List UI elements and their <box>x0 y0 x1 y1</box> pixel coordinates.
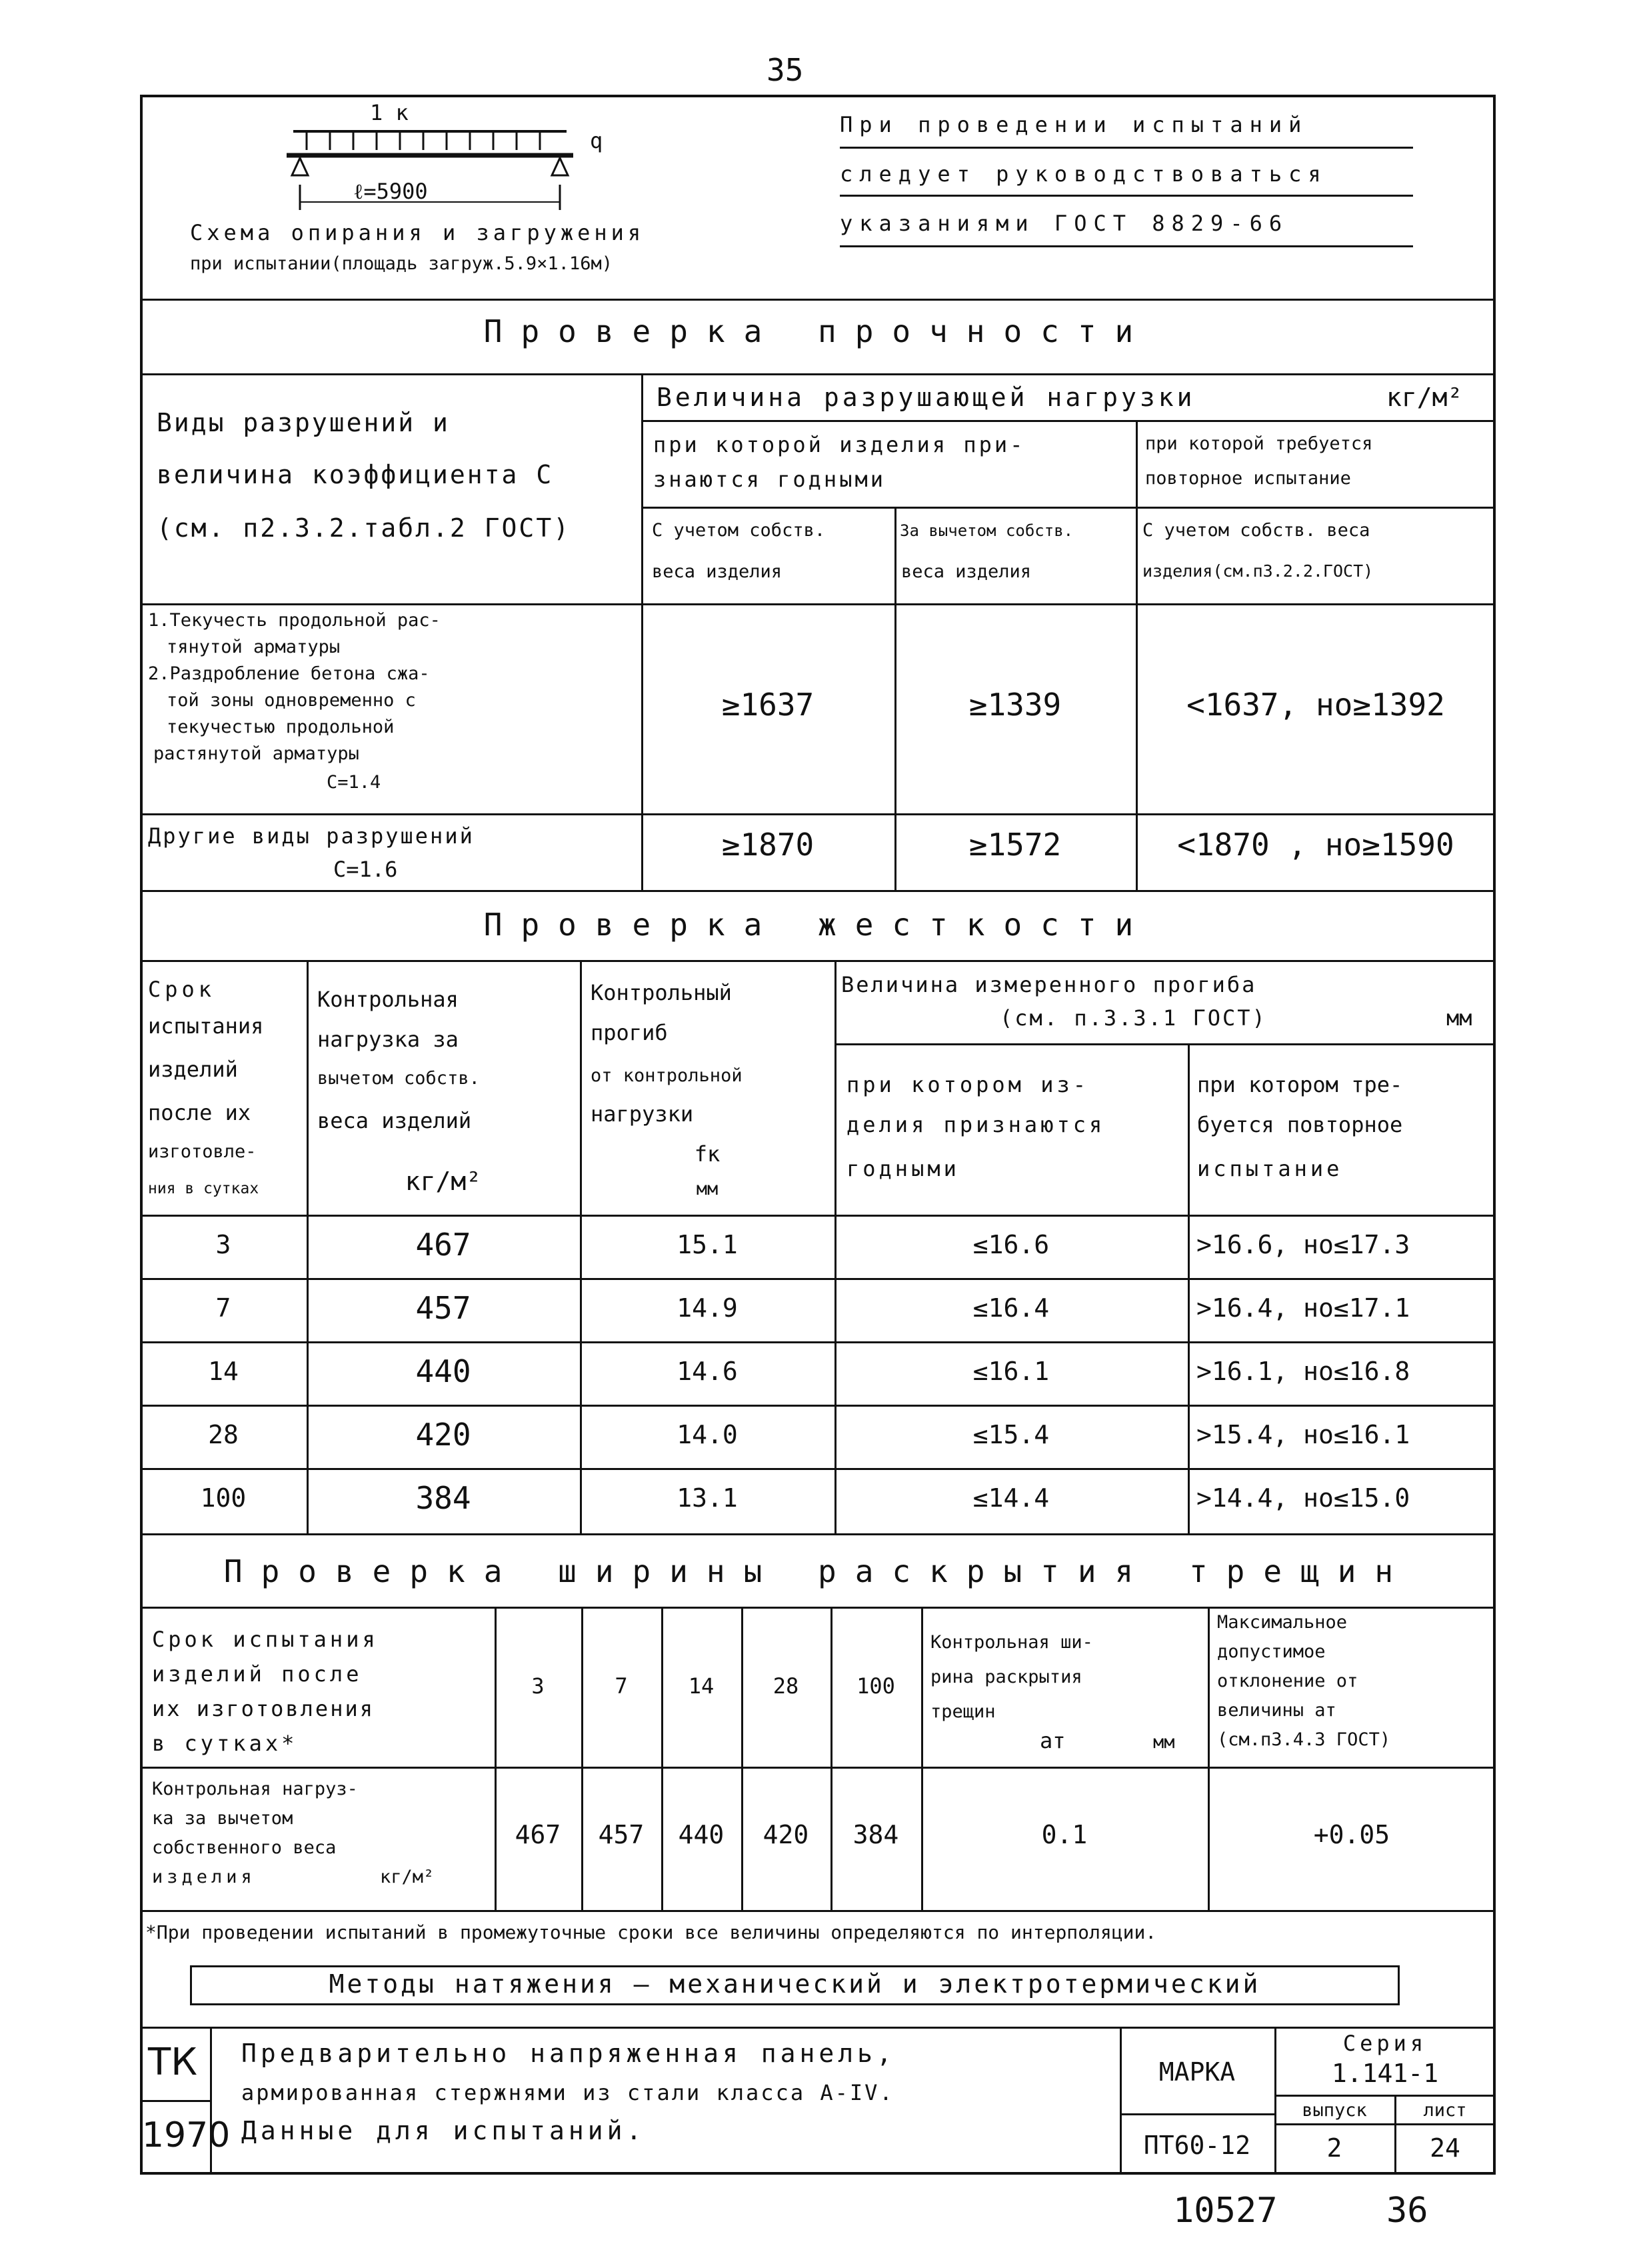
page-number-bottom: 36 <box>1386 2191 1428 2231</box>
strength-title: Проверка прочности <box>483 313 1152 349</box>
strength-col1-header-2: веса изделия <box>652 561 783 582</box>
strength-r2-v1: ≥1870 <box>721 827 815 863</box>
strength-col1-header-1: С учетом собств. <box>652 520 826 541</box>
strength-good-header-2: знаются годными <box>653 467 886 492</box>
instructions-rule-1 <box>840 147 1413 149</box>
strength-left-header-3: (см. п2.3.2.табл.2 ГОСТ) <box>157 513 571 543</box>
description-line-1: Предварительно напряженная панель, <box>241 2039 896 2068</box>
strength-load-unit: кг/м² <box>1386 383 1463 412</box>
inventory-number: 10527 <box>1173 2191 1278 2231</box>
q-label: q <box>590 128 603 153</box>
stiffness-title: Проверка жесткости <box>483 907 1152 943</box>
crack-control-value: 0.1 <box>1041 1820 1088 1849</box>
page-number-top: 35 <box>767 52 804 88</box>
marka-label: МАРКА <box>1158 2057 1236 2087</box>
scheme-caption-1: Схема опирания и загружения <box>190 220 645 245</box>
vypusk-label: выпуск <box>1302 2100 1367 2121</box>
span-label: ℓ=5900 <box>353 179 428 204</box>
load-label: 1 к <box>370 100 409 125</box>
strength-col3-header-2: изделия(см.п3.2.2.ГОСТ) <box>1142 561 1374 581</box>
strength-col2-header-1: За вычетом собств. <box>900 521 1074 540</box>
strength-r1-v3: <1637, но≥1392 <box>1186 687 1445 723</box>
list-value: 24 <box>1430 2133 1460 2163</box>
seria-value: 1.141-1 <box>1331 2059 1439 2088</box>
year-label: 1970 <box>142 2115 231 2155</box>
description-line-3: Данные для испытаний. <box>241 2116 646 2145</box>
list-label: лист <box>1423 2100 1467 2121</box>
methods-text: Методы натяжения — механический и электротермический <box>329 1969 1261 1999</box>
tk-label: ТК <box>148 2041 197 2084</box>
strength-left-header-1: Виды разрушений и <box>157 408 450 437</box>
strength-col2-header-2: веса изделия <box>901 561 1032 582</box>
instructions-line-1: При проведении испытаний <box>840 112 1308 137</box>
scheme-caption-2: при испытании(площадь загруж.5.9×1.16м) <box>190 253 613 274</box>
seria-label: Серия <box>1342 2031 1428 2056</box>
instructions-rule-2 <box>840 195 1413 197</box>
instructions-line-3: указаниями ГОСТ 8829-66 <box>840 211 1289 236</box>
strength-load-header: Величина разрушающей нагрузки <box>657 383 1196 412</box>
strength-r1-v1: ≥1637 <box>721 687 815 723</box>
footnote: *При проведении испытаний в промежуточные сроки все величины определяются по интерполяции. <box>145 1921 1157 1943</box>
vypusk-value: 2 <box>1326 2133 1342 2163</box>
strength-r2-v3: <1870 , но≥1590 <box>1177 827 1454 863</box>
strength-good-header-1: при которой изделия при- <box>653 432 1026 457</box>
marka-value: ПТ60-12 <box>1143 2131 1251 2160</box>
strength-r2-v2: ≥1572 <box>968 827 1062 863</box>
crack-max-value: +0.05 <box>1313 1820 1390 1849</box>
instructions-line-2: следует руководствоваться <box>840 161 1328 187</box>
scheme-drawing <box>280 123 593 213</box>
strength-r1-v2: ≥1339 <box>968 687 1062 723</box>
strength-repeat-header-2: повторное испытание <box>1145 468 1351 489</box>
strength-col3-header-1: С учетом собств. веса <box>1142 520 1370 541</box>
crack-title: Проверка ширины раскрытия трещин <box>223 1553 1412 1589</box>
instructions-rule-3 <box>840 245 1413 247</box>
description-line-2: армированная стержнями из стали класса А-IV. <box>241 2080 894 2105</box>
strength-left-header-2: величина коэффициента С <box>157 460 554 489</box>
strength-repeat-header-1: при которой требуется <box>1145 433 1373 454</box>
